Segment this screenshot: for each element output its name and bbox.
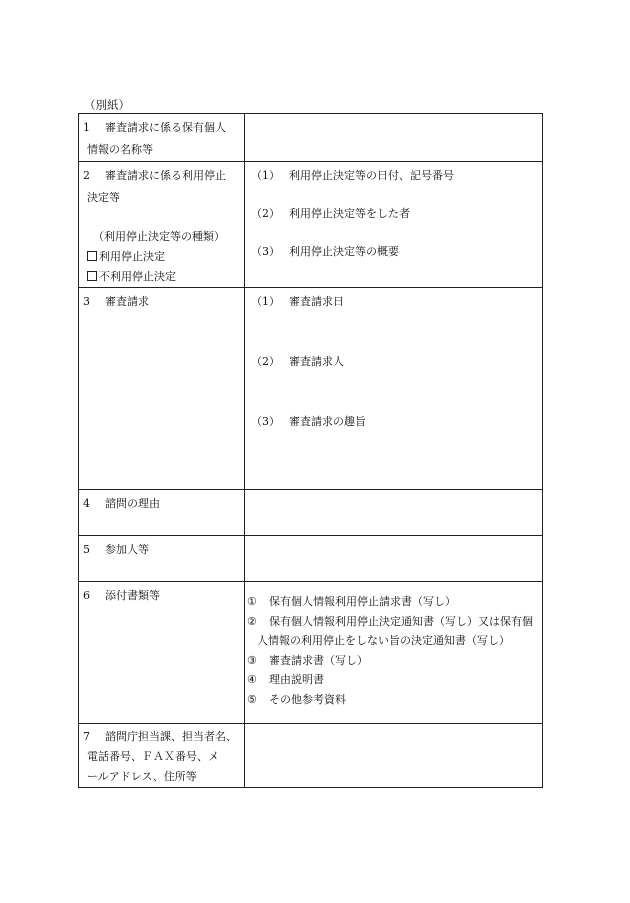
item-text: 審査請求日 [289,295,344,308]
decision-kind-heading: （利用停止決定等の種類） [93,230,225,243]
label-line: 審査請求 [105,295,149,308]
label-line: 添付書類等 [105,589,160,602]
label-line: 決定等 [87,191,120,204]
item-marker: ② [247,614,257,628]
item-marker: ⑤ [247,692,257,706]
option-row[interactable] [83,267,240,287]
item-text: 利用停止決定等の日付、記号番号 [289,169,454,182]
row-label [79,114,245,162]
item-text: 審査請求人 [289,355,344,368]
label-line: ールアドレス、住所等 [87,770,197,783]
table-row [79,114,543,162]
item-marker: （2） [251,355,280,368]
row-number: 2 [83,169,90,182]
row-number: 4 [83,497,90,510]
document-label: （別紙） [84,98,130,112]
table-row [79,536,543,582]
table-row [79,724,543,788]
label-line: 審査請求に係る保有個人 [105,121,226,134]
item-text: 審査請求書（写し） [269,653,368,667]
row-number: 5 [83,543,90,556]
table-row [79,582,543,724]
row-label [79,288,245,490]
checkbox[interactable] [87,271,97,281]
item-text: 利用停止決定等をした者 [289,207,410,220]
option-label: 利用停止決定 [99,250,165,263]
row-label [79,490,245,536]
table-row [79,162,543,288]
row-value[interactable] [245,288,543,490]
row-value[interactable] [245,536,543,582]
checkbox[interactable] [87,251,97,261]
item-text: 人情報の利用停止をしない旨の決定通知書（写し） [257,634,510,647]
row-label [79,582,245,724]
item-marker: ④ [247,673,257,686]
row-value[interactable] [245,162,543,288]
label-line: 情報の名称等 [87,143,153,156]
label-line: 参加人等 [105,543,149,556]
row-value[interactable] [245,582,543,724]
item-marker: （1） [251,295,280,308]
row-value[interactable] [245,490,543,536]
item-marker: （1） [251,169,280,182]
row-value[interactable] [245,724,543,788]
label-line: 審査請求に係る利用停止 [105,169,226,182]
option-label: 不利用停止決定 [99,270,176,283]
item-text: 保有個人情報利用停止決定通知書（写し）又は保有個 [269,614,533,628]
table-row [79,490,543,536]
item-marker: （3） [251,415,280,428]
item-text: 理由説明書 [269,673,324,686]
option-row[interactable] [83,247,240,267]
row-number: 7 [83,730,90,743]
item-marker: （3） [251,245,280,258]
row-label [79,724,245,788]
form-table [78,113,543,788]
item-text: 保有個人情報利用停止請求書（写し） [269,595,456,608]
row-value[interactable] [245,114,543,162]
label-line: 諮問庁担当課、担当者名、 [105,730,237,743]
row-number: 3 [83,295,90,308]
row-number: 1 [83,121,90,134]
row-label [79,162,245,288]
item-text: その他参考資料 [269,692,346,706]
label-line: 諮問の理由 [105,497,160,510]
row-number: 6 [83,589,90,602]
table-row [79,288,543,490]
item-marker: ③ [247,653,257,667]
item-text: 利用停止決定等の概要 [289,245,399,258]
item-marker: ① [247,595,257,608]
row-label [79,536,245,582]
item-text: 審査請求の趣旨 [289,415,366,428]
item-marker: （2） [251,207,280,220]
label-line: 電話番号、ＦＡＸ番号、メ [87,750,219,763]
